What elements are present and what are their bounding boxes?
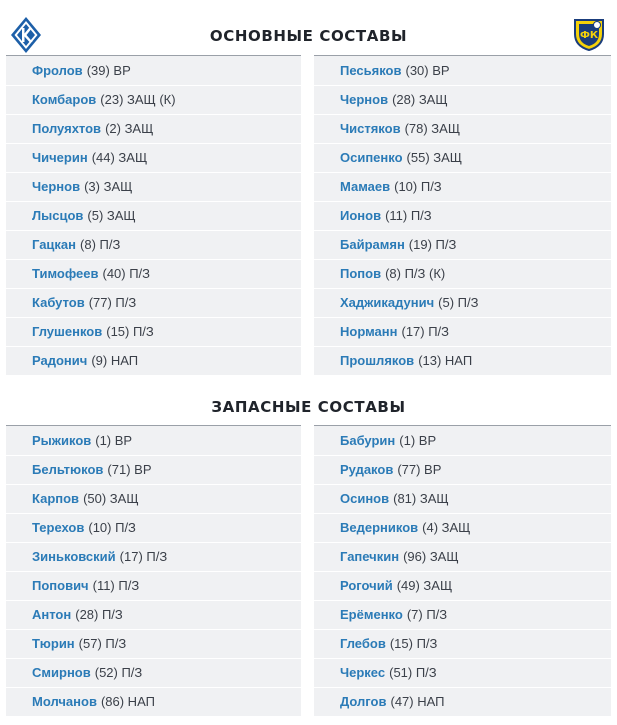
player-number-position: (28) П/З <box>75 607 123 622</box>
player-name-link[interactable]: Байрамян <box>340 237 405 252</box>
away-substitutes-list <box>314 426 611 716</box>
player-name-link[interactable]: Чистяков <box>340 121 401 136</box>
player-name-link[interactable]: Чичерин <box>32 150 88 165</box>
player-name-link[interactable]: Молчанов <box>32 694 97 709</box>
player-name-link[interactable]: Полуяхтов <box>32 121 102 136</box>
player-name-link[interactable]: Хаджикадунич <box>340 295 435 310</box>
player-name-link[interactable]: Кабутов <box>32 295 85 310</box>
player-name-link[interactable]: Антон <box>32 607 72 622</box>
player-row <box>6 629 301 658</box>
player-name-link[interactable]: Смирнов <box>32 665 91 680</box>
player-number-position: (4) ЗАЩ <box>422 520 471 535</box>
player-row <box>314 143 611 172</box>
player-row <box>6 56 301 85</box>
player-number-position: (15) П/З <box>106 324 154 339</box>
player-row <box>314 346 611 375</box>
starting-lineups-header <box>0 14 617 54</box>
player-name-link[interactable]: Глушенков <box>32 324 103 339</box>
player-number-position: (78) ЗАЩ <box>404 121 461 136</box>
substitutes-header <box>0 385 617 425</box>
player-name-link[interactable]: Фролов <box>32 62 83 78</box>
player-name-link[interactable]: Глебов <box>340 636 386 651</box>
player-number-position: (2) ЗАЩ <box>105 121 154 136</box>
player-row <box>6 658 301 687</box>
player-number-position: (7) П/З <box>406 607 448 622</box>
player-number-position: (71) ВР <box>107 462 152 477</box>
player-number-position: (13) НАП <box>418 353 473 368</box>
player-row <box>6 143 301 172</box>
player-row <box>314 600 611 629</box>
player-row <box>6 172 301 201</box>
player-name-link[interactable]: Бабурин <box>340 432 396 448</box>
player-number-position: (52) П/З <box>94 665 143 680</box>
player-name-link[interactable]: Осинов <box>340 491 390 506</box>
player-number-position: (11) П/З <box>92 578 140 593</box>
player-number-position: (77) П/З <box>88 295 137 310</box>
player-row <box>6 288 301 317</box>
away-starting-list <box>314 56 611 375</box>
player-row <box>6 484 301 513</box>
player-name-link[interactable]: Терехов <box>32 520 85 535</box>
player-number-position: (47) НАП <box>390 694 445 709</box>
player-name-link[interactable]: Тюрин <box>32 636 75 651</box>
player-name-link[interactable]: Долгов <box>340 694 387 709</box>
player-name-link[interactable]: Гапечкин <box>340 549 400 564</box>
player-name-link[interactable]: Ведерников <box>340 520 419 535</box>
player-number-position: (40) П/З <box>102 266 151 281</box>
player-name-link[interactable]: Бельтюков <box>32 462 104 477</box>
player-number-position: (44) ЗАЩ <box>91 150 148 165</box>
player-number-position: (49) ЗАЩ <box>396 578 453 593</box>
player-number-position: (86) НАП <box>100 694 155 709</box>
player-name-link[interactable]: Попов <box>340 266 382 281</box>
player-name-link[interactable]: Зиньковский <box>32 549 116 564</box>
player-row <box>6 542 301 571</box>
player-row <box>314 687 611 716</box>
player-name-link[interactable]: Ерёменко <box>340 607 403 622</box>
player-number-position: (11) П/З <box>385 208 432 223</box>
rostov-logo-icon[interactable] <box>571 16 607 57</box>
player-number-position: (96) ЗАЩ <box>403 549 459 564</box>
player-number-position: (50) ЗАЩ <box>83 491 139 506</box>
player-row <box>6 317 301 346</box>
player-name-link[interactable]: Рогочий <box>340 578 393 593</box>
home-starting-list <box>6 56 301 375</box>
player-number-position: (81) ЗАЩ <box>393 491 449 506</box>
player-row <box>314 201 611 230</box>
player-name-link[interactable]: Рудаков <box>340 462 394 477</box>
player-number-position: (19) П/З <box>408 237 457 252</box>
player-number-position: (77) ВР <box>397 462 442 477</box>
player-row <box>6 201 301 230</box>
player-row <box>6 600 301 629</box>
player-number-position: (23) ЗАЩ (К) <box>100 92 176 107</box>
player-row <box>6 230 301 259</box>
player-number-position: (10) П/З <box>88 520 136 535</box>
home-substitutes-list <box>6 426 301 716</box>
player-row <box>314 513 611 542</box>
player-row <box>6 571 301 600</box>
player-name-link[interactable]: Лысцов <box>32 208 84 223</box>
player-number-position: (5) П/З <box>438 295 479 310</box>
player-number-position: (10) П/З <box>394 179 442 194</box>
player-name-link[interactable]: Прошляков <box>340 353 415 368</box>
player-number-position: (15) П/З <box>389 636 438 651</box>
player-name-link[interactable]: Тимофеев <box>32 266 99 281</box>
player-number-position: (55) ЗАЩ <box>406 150 462 165</box>
player-number-position: (30) ВР <box>405 62 450 78</box>
player-number-position: (1) ВР <box>399 432 437 448</box>
player-name-link[interactable]: Чернов <box>32 179 81 194</box>
player-row <box>6 687 301 716</box>
player-number-position: (17) П/З <box>119 549 168 564</box>
player-name-link[interactable]: Норманн <box>340 324 398 339</box>
player-number-position: (5) ЗАЩ <box>87 208 136 223</box>
player-name-link[interactable]: Мамаев <box>340 179 391 194</box>
player-name-link[interactable]: Комбаров <box>32 92 97 107</box>
player-name-link[interactable]: Гацкан <box>32 237 77 252</box>
player-row <box>314 455 611 484</box>
player-row <box>6 114 301 143</box>
player-row <box>6 426 301 455</box>
player-name-link[interactable]: Попович <box>32 578 89 593</box>
player-name-link[interactable]: Ионов <box>340 208 382 223</box>
player-number-position: (8) П/З <box>80 237 121 252</box>
player-row <box>6 259 301 288</box>
player-name-link[interactable]: Осипенко <box>340 150 403 165</box>
player-name-link[interactable]: Чернов <box>340 92 389 107</box>
player-row <box>314 114 611 143</box>
player-number-position: (51) П/З <box>389 665 437 680</box>
player-number-position: (3) ЗАЩ <box>84 179 133 194</box>
player-number-position: (57) П/З <box>78 636 127 651</box>
player-row <box>314 172 611 201</box>
player-row <box>314 230 611 259</box>
player-name-link[interactable]: Радонич <box>32 353 88 368</box>
player-row <box>6 346 301 375</box>
player-name-link[interactable]: Рыжиков <box>32 432 92 448</box>
player-row <box>314 629 611 658</box>
player-number-position: (8) П/З (К) <box>385 266 446 281</box>
player-row <box>314 317 611 346</box>
player-row <box>314 571 611 600</box>
svg-text:ФК: ФК <box>579 30 599 41</box>
player-row <box>314 484 611 513</box>
player-number-position: (1) ВР <box>95 432 133 448</box>
player-number-position: (9) НАП <box>91 353 139 368</box>
player-row <box>6 455 301 484</box>
player-row <box>314 426 611 455</box>
player-row <box>314 658 611 687</box>
player-name-link[interactable]: Песьяков <box>340 62 402 78</box>
player-row <box>314 85 611 114</box>
player-row <box>314 56 611 85</box>
player-row <box>6 85 301 114</box>
player-row <box>314 259 611 288</box>
section-title-substitutes: ЗАПАСНЫЕ СОСТАВЫ <box>211 398 406 416</box>
player-name-link[interactable]: Черкес <box>340 665 386 680</box>
player-row <box>314 542 611 571</box>
player-number-position: (39) ВР <box>86 62 131 78</box>
player-row <box>6 513 301 542</box>
player-row <box>314 288 611 317</box>
player-number-position: (17) П/З <box>401 324 450 339</box>
player-name-link[interactable]: Карпов <box>32 491 80 506</box>
player-number-position: (28) ЗАЩ <box>392 92 448 107</box>
section-title-starting: ОСНОВНЫЕ СОСТАВЫ <box>209 27 408 45</box>
